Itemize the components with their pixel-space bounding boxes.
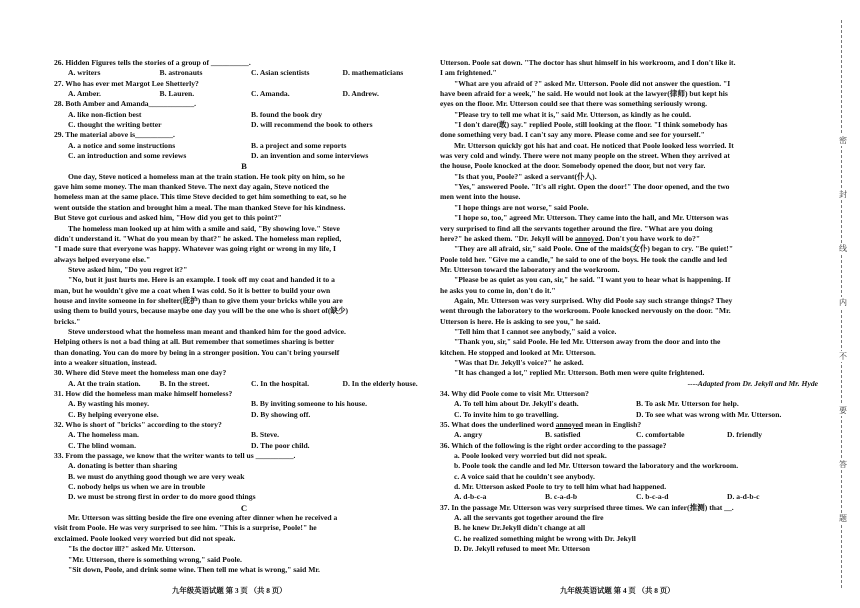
text-line: 26. Hidden Figures tells the stories of a group of __________. [54,58,251,67]
answer-options [54,379,434,389]
text-line: "Please be as quiet as you can, sir," he said. "I want you to hear what is happening. If [454,275,731,285]
answer-option: B. Steve. [251,430,280,440]
answer-option: A. angry [454,430,483,440]
text-line: he asks you to come in, don't do it." [440,285,556,295]
answer-option: C. To invite him to go travelling. [454,409,559,419]
section-heading: B [241,161,247,172]
answer-options [54,110,434,120]
text-line: Again, Mr. Utterson was very surprised. Why did Poole say such strange things? They [454,295,733,305]
answer-option: D. friendly [727,430,763,440]
text-line: visit from Poole. He was very surprised to see him. "This is a surprise, Poole!" he [54,523,317,533]
answer-options [54,399,434,409]
answer-option: A. d-b-c-a [454,492,487,502]
text-line: "Is the doctor ill?" asked Mr. Utterson. [68,544,196,554]
answer-option: D. a-d-b-c [727,492,760,502]
text-line: c. A voice said that he couldn't see anybody. [454,471,595,481]
text-line: went outside the station and brought him a meal. The man thanked Steve for his kindness. [54,202,346,212]
binding-char: 要 [836,405,850,416]
text-line: The homeless man looked up at him with a smile and said, "By showing love." Steve [68,223,340,233]
answer-option: B. c-a-d-b [545,492,578,502]
text-line: B. he knew Dr.Jekyll didn't change at all [454,523,586,533]
text-line: 29. The material above is__________. [54,130,175,140]
text-line: C. nobody helps us when we are in trouble [68,482,206,492]
answer-options [440,492,818,502]
text-line: kitchen. He stopped and looked at Mr. Utterson. [440,347,596,357]
answer-options [54,120,434,130]
text-line: "Please try to tell me what it is," said Mr. Utterson, as kindly as he could. [454,109,692,119]
answer-option: B. To ask Mr. Utterson for help. [636,399,739,409]
text-line: C. he realized something might be wrong with Dr. Jekyll [454,533,636,543]
text-line: homeless man at the same place. This time Steve decided to get him something to eat, so he [54,192,347,202]
text-line: "I hope so, too," agreed Mr. Utterson. They came into the hall, and Mr. Utterson was [454,213,729,223]
text-line: exclaimed. Poole looked very worried but did not speak. [54,533,236,543]
answer-options [54,441,434,451]
answer-option: A. To tell him about Dr. Jekyll's death. [454,399,579,409]
binding-char: 题 [836,513,850,524]
text-line: b. Poole took the candle and led Mr. Utterson toward the laboratory and the workroom. [454,461,739,471]
answer-option: D. In the elderly house. [342,378,418,388]
binding-char: 封 [836,189,850,200]
text-line: A. donating is better than sharing [68,461,178,471]
text-line: 32. Who is short of "bricks" according to the story? [54,420,222,430]
binding-char: 密 [836,135,850,146]
text-line: "Mr. Utterson, there is something wrong," said Poole. [68,554,242,564]
binding-char: 内 [836,297,850,308]
section-heading: C [240,502,248,513]
answer-option: C. The blind woman. [68,440,137,450]
right-column [440,58,818,555]
answer-options [54,410,434,420]
text-line: very surprised to find all the servants together around the fire. "What are you doing [440,223,713,233]
answer-option: C. b-c-a-d [636,492,669,502]
text-line: than donating. You can do more by being in a stronger position. You can't bring yourself [54,347,340,357]
answer-options [54,151,434,161]
answer-option: C. comfortable [636,430,685,440]
text-line: Mr. Utterson quickly got his hat and coat. He noticed that Poole looked less worried. It [454,140,734,150]
text-line: gave him some money. The man thanked Steve. The next day again, Steve noticed the [54,182,329,192]
answer-option: A. a notice and some instructions [68,140,176,150]
answer-option: D. an invention and some interviews [251,151,369,161]
text-line: always helped everyone else." [54,254,151,264]
text-line: 30. Where did Steve meet the homeless man one day? [54,368,227,378]
text-line: using them to build yours, because maybe one day you will be the one who is short of(缺少) [54,306,349,316]
text-line: a. Poole looked very worried but did not speak. [454,451,607,461]
text-line: "Was that Dr. Jekyll's voice?" he asked. [454,357,584,367]
text-line: 31. How did the homeless man make himself homeless? [54,389,233,398]
text-line: bricks." [54,316,81,326]
text-line: Helping others is not a bad thing at all. But remember that sometimes sharing is better [54,337,335,347]
text-line: Mr. Utterson was sitting beside the fire one evening after dinner when he received a [68,513,338,523]
text-line: One day, Steve noticed a homeless man at the train station. He took pity on him, so he [68,171,345,181]
text-line: 33. From the passage, we know that the writer wants to tell us __________. [54,451,296,461]
text-line: house and invite someone in for shelter(庇护) than to give them your bricks while you are [54,295,343,305]
text-line: "I don't dare(敢) say." replied Poole, still looking at the floor. "I think somebody has [454,120,728,130]
binding-char: 答 [836,459,850,470]
answer-option: B. Lauren. [159,89,195,99]
answer-option: A. writers [68,68,101,78]
text-line: Steve asked him, "Do you regret it?" [68,264,188,274]
answer-option: B. a project and some reports [251,140,347,150]
answer-option: C. thought the writing better [68,120,162,130]
answer-option: A. At the train station. [68,378,141,388]
text-line: into a weaker situation, instead. [54,357,157,367]
answer-option: A. Amber. [68,89,101,99]
answer-option: B. found the book dry [251,109,323,119]
answer-option: C. By helping everyone else. [68,409,159,419]
text-line: Mr. Utterson toward the laboratory and the workroom. [440,264,620,274]
text-line: I am frightened." [440,68,497,78]
text-line: But Steve got curious and asked him, "How did you get to this point?" [54,213,282,223]
answer-option: D. To see what was wrong with Mr. Utterson. [636,409,782,419]
text-line: men went into the house. [440,192,521,202]
answer-option: B. astronauts [159,68,203,78]
answer-options [440,399,818,409]
text-line: 36. Which of the following is the right order according to the passage? [440,440,667,450]
text-line: d. Mr. Utterson asked Poole to try to tell him what had happened. [454,482,667,492]
answer-options [440,430,818,440]
text-line: 28. Both Amber and Amanda____________. [54,99,197,109]
text-line: "Sit down, Poole, and drink some wine. Then tell me what is wrong," said Mr. [68,564,320,574]
answer-option: D. The poor child. [251,440,310,450]
page-footer-left: 九年级英语试题 第 3 页 （共 8 页） [172,586,287,595]
answer-option: D. mathematicians [342,68,404,78]
text-line: went through the laboratory to the workroom. Poole knocked nervously on the door. "Mr. [440,306,731,316]
text-line: done something very bad. I can't say any more. Please come and see for yourself." [440,130,705,140]
answer-option: D. will recommend the book to others [251,120,373,130]
text-line: ----Adapted from Dr. Jekyll and Mr. Hyde [687,378,818,388]
page-footer-right: 九年级英语试题 第 4 页 （共 8 页） [560,586,675,595]
text-line: was very cold and windy. There were not many people on the street. When they arrived at [440,151,730,161]
text-line: here?" he asked them. "Dr. Jekyll will be annoyed. Don't you have work to do?" [440,233,701,243]
text-line: 37. In the passage Mr. Utterson was very surprised three times. We can infer(推测) that __. [440,502,734,512]
text-line: Utterson is here. He is asking to see you," he said. [440,316,601,326]
text-line: eyes on the floor. Mr. Utterson could see that there was something seriously wrong. [440,99,708,109]
answer-option: A. like non-fiction best [68,109,142,119]
text-line: A. all the servants got together around the fire [454,513,604,523]
answer-option: C. In the hospital. [251,378,310,388]
text-line: "Is that you, Poole?" asked a servant(仆人). [454,171,597,181]
text-line: 27. Who has ever met Margot Lee Shetterly? [54,78,199,88]
text-line: didn't understand it. "What do you mean by that?" he asked. The homeless man replied, [54,233,342,243]
answer-option: B. By inviting someone to his house. [251,399,368,409]
answer-option: A. By wasting his money. [68,399,150,409]
text-line: the house, Poole knocked at the door. Somebody opened the door, but not very far. [440,161,706,171]
answer-option: B. satisfied [545,430,581,440]
answer-options [54,430,434,440]
text-line: Utterson. Poole sat down. "The doctor has shut himself in his workroom, and I don't like it. [440,58,736,67]
text-line: D. we must be strong first in order to do more good things [68,492,256,502]
answer-option: B. In the street. [159,378,210,388]
answer-option: D. Andrew. [342,89,379,99]
answer-options [54,68,434,78]
text-line: 34. Why did Poole come to visit Mr. Utterson? [440,389,589,398]
binding-char: 不 [836,351,850,362]
text-line: "Thank you, sir," said Poole. He led Mr. Utterson away from the door and into the [454,337,721,347]
binding-char: 线 [836,243,850,254]
text-line: "I hope things are not worse," said Poole. [454,202,589,212]
answer-option: C. Amanda. [251,89,290,99]
left-column [54,58,434,575]
answer-options [54,141,434,151]
text-line: B. we must do anything good though we are very weak [68,471,245,481]
answer-option: A. The homeless man. [68,430,139,440]
text-line: Poole told her. "Give me a candle," he said to one of the boys. He took the candle and led [440,254,728,264]
answer-option: C. an introduction and some reviews [68,151,187,161]
text-line: have been afraid for a week," he said. He would not look at the lawyer(律师) but kept his [440,89,728,99]
answer-options [54,89,434,99]
answer-option: C. Asian scientists [251,68,310,78]
text-line: "No, but it just hurts me. Here is an example. I took off my coat and handed it to a [68,275,335,285]
binding-line [836,0,850,608]
text-line: "They are all afraid, sir," said Poole. One of the maids(女仆) began to cry. "Be quiet!" [454,244,734,254]
text-line: 35. What does the underlined word annoyed mean in English? [440,420,642,430]
answer-option: D. By showing off. [251,409,311,419]
text-line: Steve understood what the homeless man meant and thanked him for the good advice. [68,326,346,336]
answer-options [440,410,818,420]
text-line: "It has changed a lot," replied Mr. Utterson. Both men were quite frightened. [454,368,705,378]
text-line: D. Dr. Jekyll refused to meet Mr. Utterson [454,544,590,554]
text-line: "Tell him that I cannot see anybody," said a voice. [454,326,617,336]
text-line: "What are you afraid of ?" asked Mr. Utterson. Poole did not answer the question. "I [454,78,731,88]
text-line: man, but he wouldn't give me a coat when I was cold. So it is better to build your own [54,285,331,295]
text-line: "Yes," answered Poole. "It's all right. Open the door!" The door opened, and the two [454,182,730,192]
text-line: "I made sure that everyone was happy. Whatever was going right or wrong in my life, I [54,244,336,254]
